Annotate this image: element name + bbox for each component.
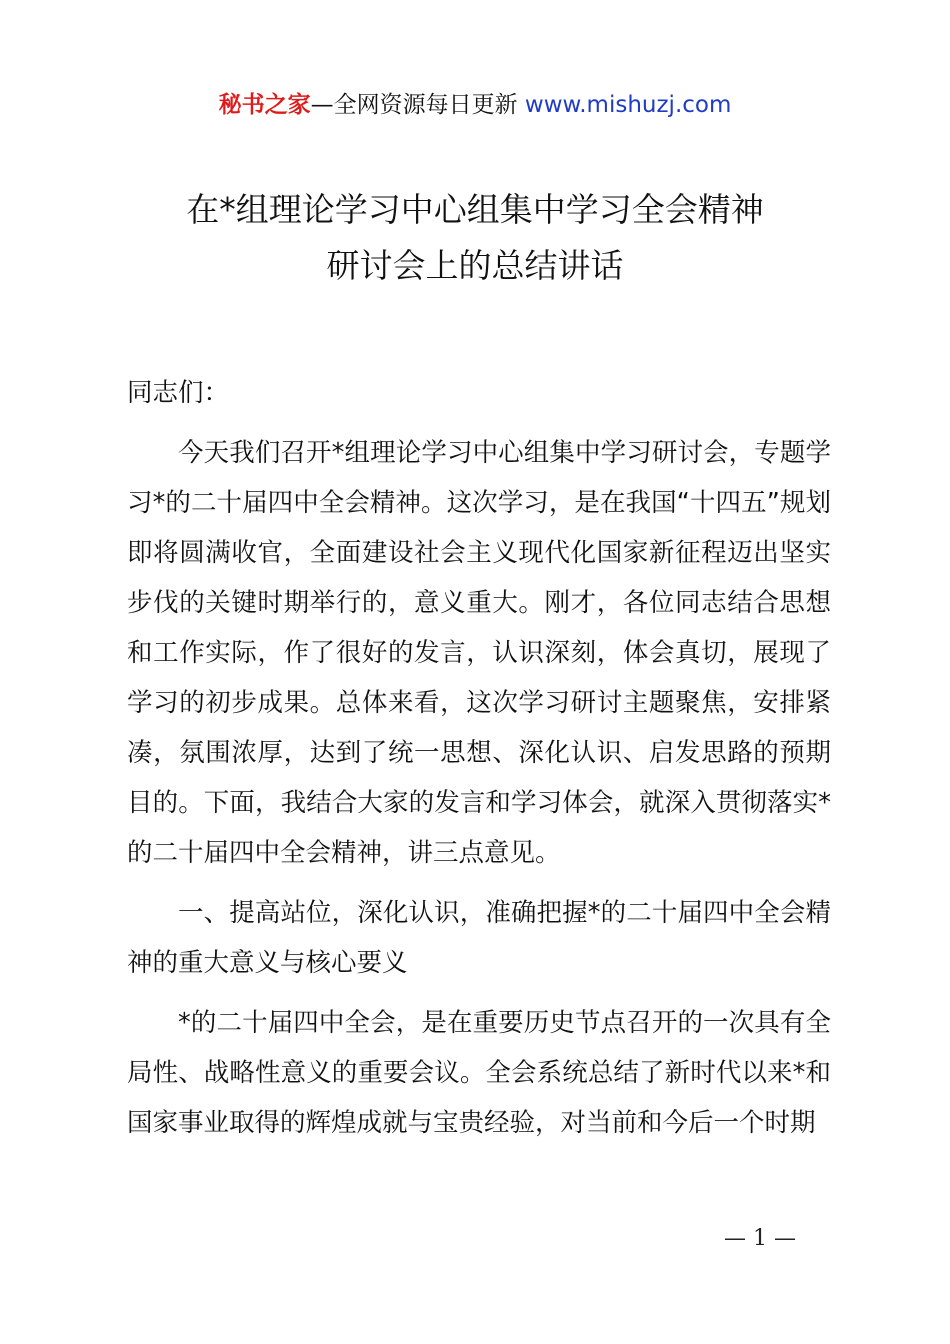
site-header xyxy=(0,88,950,122)
title-line-1: 在*组理论学习中心组集中学习全会精神 xyxy=(186,190,764,229)
site-url-link[interactable]: www.mishuzj.com xyxy=(524,92,732,118)
body-paragraph-intro: 今天我们召开*组理论学习中心组集中学习研讨会，专题学习*的二十届四中全会精神。这次学习，是在我国“十四五”规划即将圆满收官，全面建设社会主义现代化国家新征程迈出坚实步伐的关键时期举行的，意义重大。刚才，各位同志结合思想和工作实际，作了很好的发言，认识深刻，体会真切，展现了学习的初步成果。总体来看，这次学习研讨主题聚焦，安排紧凑，氛围浓厚，达到了统一思想、深化认识、启发思路的预期目的。下面，我结合大家的发言和学习体会，就深入贯彻落实*的二十届四中全会精神，讲三点意见。 xyxy=(127,438,831,868)
section-heading-1: 一、提高站位，深化认识，准确把握*的二十届四中全会精神的重大意义与核心要义 xyxy=(127,898,831,978)
page-number: — 1 — xyxy=(724,1226,796,1251)
header-tagline: —全网资源每日更新 xyxy=(310,92,518,118)
document-body xyxy=(127,368,831,1158)
brand-name: 秘书之家 xyxy=(218,92,311,118)
document-title xyxy=(0,182,950,294)
title-line-2: 研讨会上的总结讲话 xyxy=(326,246,624,285)
body-paragraph-section-1: *的二十届四中全会，是在重要历史节点召开的一次具有全局性、战略性意义的重要会议。全会系统总结了新时代以来*和国家事业取得的辉煌成就与宝贵经验，对当前和今后一个时期 xyxy=(127,1008,831,1138)
salutation: 同志们： xyxy=(127,378,230,408)
